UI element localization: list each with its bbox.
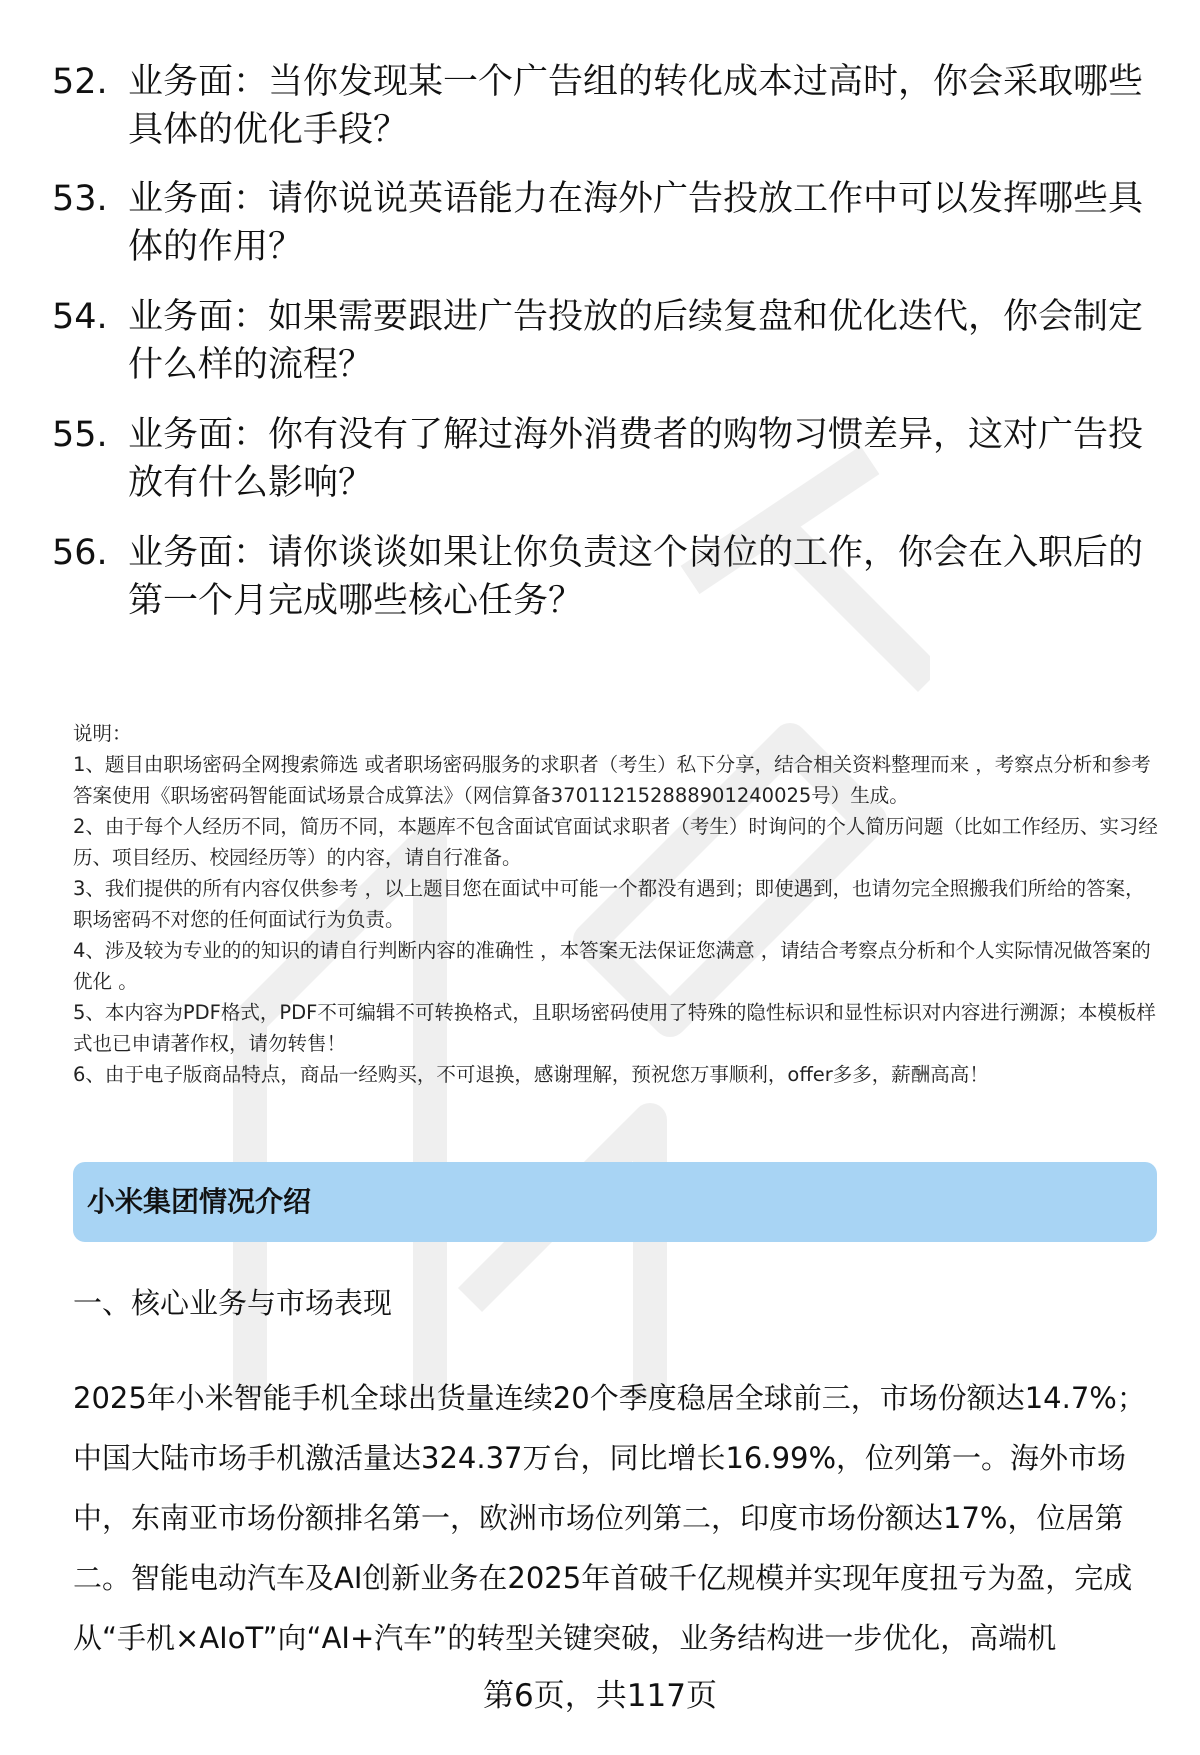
question-53 <box>52 175 1162 271</box>
disclaimer-notes <box>73 718 1163 1090</box>
question-text: 业务面：请你说说英语能力在海外广告投放工作中可以发挥哪些具体的作用？ <box>128 179 1144 267</box>
question-text: 业务面：请你谈谈如果让你负责这个岗位的工作，你会在入职后的第一个月完成哪些核心任务？ <box>128 533 1144 621</box>
question-text: 业务面：当你发现某一个广告组的转化成本过高时，你会采取哪些具体的优化手段？ <box>128 62 1144 150</box>
page-footer: 第6页，共117页 <box>483 1678 717 1714</box>
body-text: 2025年小米智能手机全球出货量连续20个季度稳居全球前三，市场份额达14.7%；中国大陆市场手机激活量达324.37万台，同比增长16.99%，位列第一。海外市场中，东南亚市场份额排名第一，欧洲市场位列第二，印度市场份额达17%，位居第二。智能电动汽车及AI创新业务在2025年首破千亿规模并实现年度扭亏为盈，完成从“手机×AIoT”向“AI+汽车”的转型关键突破，业务结构进一步优化，高端机 <box>73 1381 1146 1655</box>
question-number: 55. <box>52 415 108 455</box>
note-item: 6、由于电子版商品特点，商品一经购买，不可退换，感谢理解，预祝您万事顺利，offer多多，薪酬高高！ <box>73 1063 989 1086</box>
section-header <box>73 1162 1157 1242</box>
section-subheading: 一、核心业务与市场表现 <box>73 1286 393 1320</box>
question-number: 53. <box>52 179 108 219</box>
note-item: 1、题目由职场密码全网搜索筛选 或者职场密码服务的求职者（考生）私下分享，结合相关资料整理而来 ，考察点分析和参考答案使用《职场密码智能面试场景合成算法》（网信算备370112152888901240025号）生成。 <box>73 753 1151 807</box>
question-54 <box>52 293 1162 389</box>
question-text: 业务面：你有没有了解过海外消费者的购物习惯差异，这对广告投放有什么影响？ <box>128 415 1144 503</box>
notes-title: 说明： <box>73 722 132 745</box>
section-title: 小米集团情况介绍 <box>87 1185 312 1218</box>
question-52 <box>52 58 1162 154</box>
body-paragraph <box>73 1368 1163 1668</box>
note-item: 4、涉及较为专业的的知识的请自行判断内容的准确性 ，本答案无法保证您满意 ，请结合考察点分析和个人实际情况做答案的优化 。 <box>73 939 1151 993</box>
question-number: 56. <box>52 533 108 573</box>
note-item: 3、我们提供的所有内容仅供参考 ，以上题目您在面试中可能一个都没有遇到；即使遇到，也请勿完全照搬我们所给的答案，职场密码不对您的任何面试行为负责。 <box>73 877 1145 931</box>
question-number: 54. <box>52 297 108 337</box>
question-text: 业务面：如果需要跟进广告投放的后续复盘和优化迭代，你会制定什么样的流程？ <box>128 297 1144 385</box>
question-number: 52. <box>52 62 108 102</box>
note-item: 5、本内容为PDF格式，PDF不可编辑不可转换格式，且职场密码使用了特殊的隐性标识和显性标识对内容进行溯源；本模板样式也已申请著作权，请勿转售！ <box>73 1001 1156 1055</box>
note-item: 2、由于每个人经历不同，简历不同，本题库不包含面试官面试求职者（考生）时询问的个人简历问题（比如工作经历、实习经历、项目经历、校园经历等）的内容，请自行准备。 <box>73 815 1158 869</box>
question-55 <box>52 411 1162 507</box>
question-56 <box>52 529 1162 625</box>
